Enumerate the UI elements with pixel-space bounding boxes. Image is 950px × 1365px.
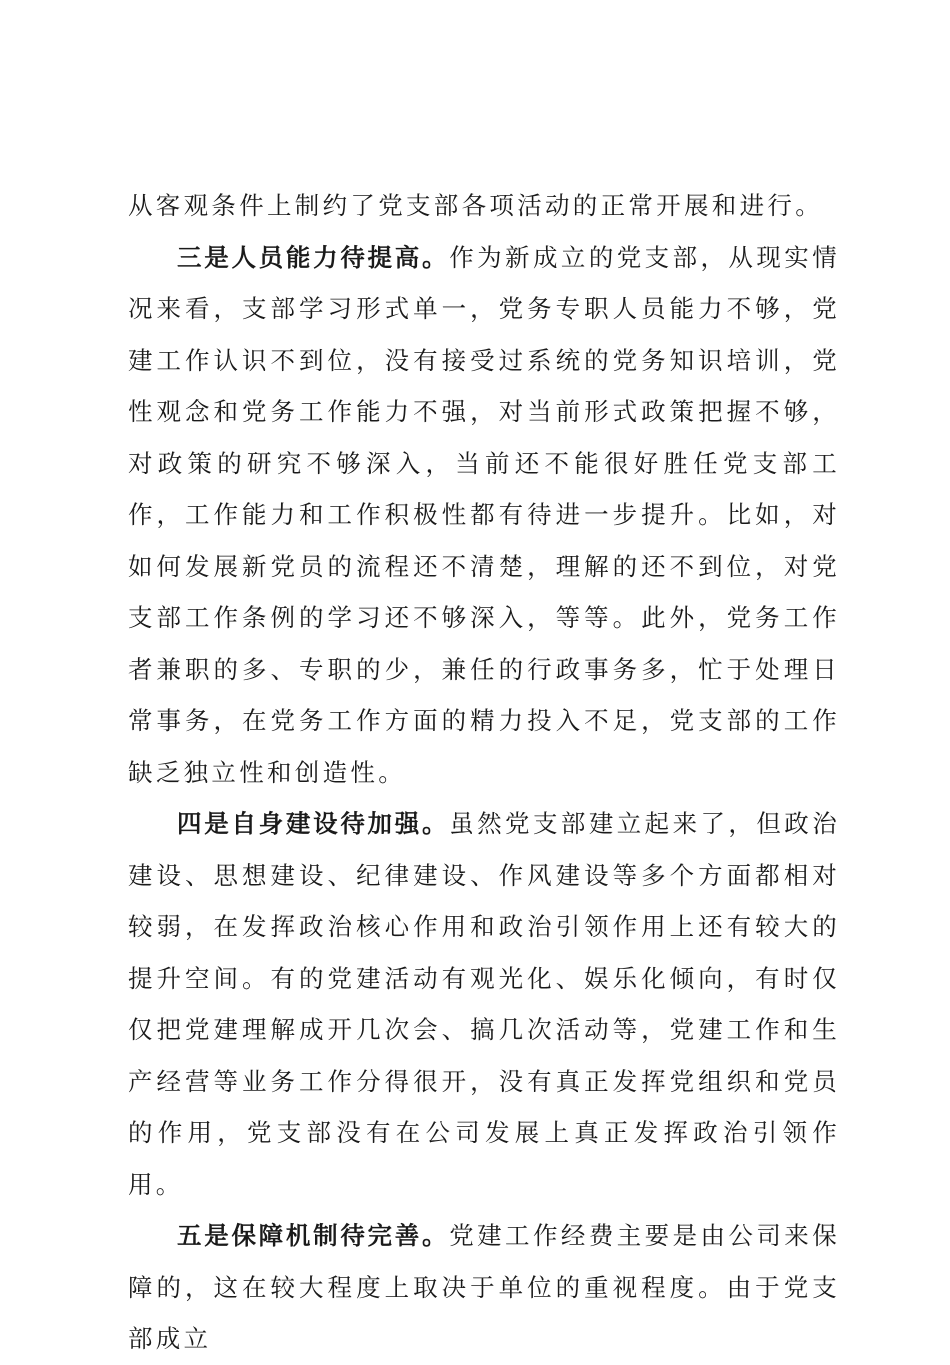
paragraph-safeguard-mechanism <box>128 1210 840 1365</box>
paragraph-lead-heading: 五是保障机制待完善。 <box>177 1221 450 1250</box>
document-body <box>128 180 840 1365</box>
paragraph-lead-heading: 三是人员能力待提高。 <box>177 242 450 272</box>
paragraph-text: 作为新成立的党支部，从现实情况来看，支部学习形式单一，党务专职人员能力不够，党建工作认识不到位，没有接受过系统的党务知识培训，党性观念和党务工作能力不强，对当前形式政策把握不够，对政策的研究不够深入，当前还不能很好胜任党支部工作，工作能力和工作积极性都有待进一步提升。比如，对如何发展新党员的流程还不清楚，理解的还不到位，对党支部工作条例的学习还不够深入，等等。此外，党务工作者兼职的多、专职的少，兼任的行政事务多，忙于处理日常事务，在党务工作方面的精力投入不足，党支部的工作缺乏独立性和创造性。 <box>128 242 840 787</box>
paragraph-self-construction <box>128 798 840 1210</box>
paragraph-text: 党建工作经费主要是由公司来保障的，这在较大程度上取决于单位的重视程度。由于党支部成立 <box>128 1221 840 1353</box>
paragraph-text: 虽然党支部建立起来了，但政治建设、思想建设、纪律建设、作风建设等多个方面都相对较弱，在发挥政治核心作用和政治引领作用上还有较大的提升空间。有的党建活动有观光化、娱乐化倾向，有时仅仅把党建理解成开几次会、搞几次活动等，党建工作和生产经营等业务工作分得很开，没有真正发挥党组织和党员的作用，党支部没有在公司发展上真正发挥政治引领作用。 <box>128 809 840 1199</box>
paragraph-continuation <box>128 180 840 232</box>
paragraph-lead-heading: 四是自身建设待加强。 <box>177 809 450 838</box>
paragraph-text: 从客观条件上制约了党支部各项活动的正常开展和进行。 <box>128 191 823 220</box>
paragraph-personnel-capability <box>128 232 840 799</box>
